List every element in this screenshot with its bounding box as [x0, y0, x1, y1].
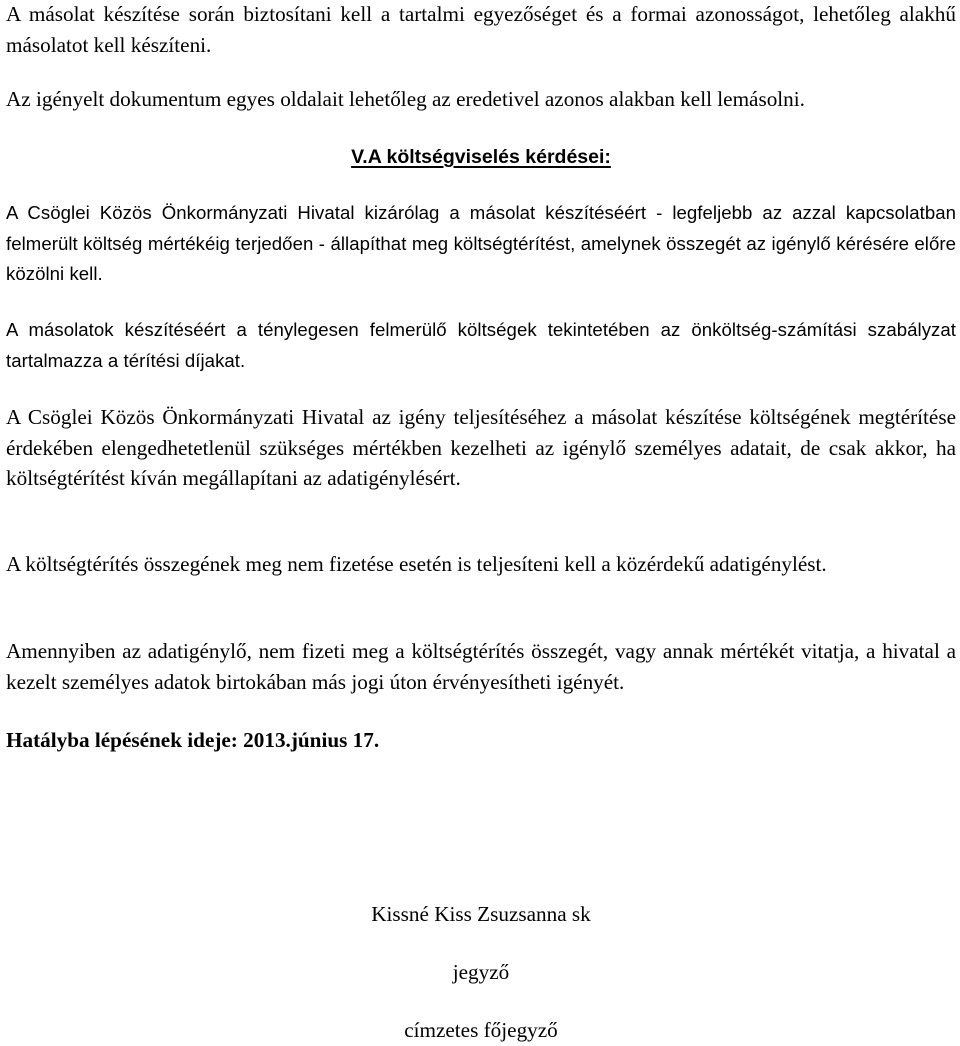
section-heading: V.A költségviselés kérdései: [351, 146, 611, 168]
copy-requirement-paragraph: A másolat készítése során biztosítani kell a tartalmi egyezőséget és a formai azonosságot, lehetőleg alakhű másolatot kell készíteni. [6, 2, 956, 57]
cost-paragraph-4: A költségtérítés összegének meg nem fizetése esetén is teljesíteni kell a közérdekű adatigénylést. [6, 552, 827, 576]
signature-role: jegyző [452, 960, 510, 984]
effective-date: Hatályba lépésének ideje: 2013.június 17. [6, 728, 380, 752]
signature-title: címzetes főjegyző [404, 1018, 558, 1042]
cost-paragraph-1: A Csöglei Közös Önkormányzati Hivatal kizárólag a másolat készítéséért - legfeljebb az azzal kapcsolatban felmerült költség mértékéig terjedően - állapíthat meg költségtérítést, amelynek összegét az igénylő kérésére előre közölni kell. [6, 202, 956, 284]
cost-paragraph-3: A Csöglei Közös Önkormányzati Hivatal az igény teljesítéséhez a másolat készítése költségének megtérítése érdekében elengedhetetlenül szükséges mértékben kezelheti az igénylő személyes adatait, de csak akkor, ha költségtérítést kíván megállapítani az adatigénylésért. [6, 405, 956, 490]
cost-paragraph-5: Amennyiben az adatigénylő, nem fizeti meg a költségtérítés összegét, vagy annak mértékét vitatja, a hivatal a kezelt személyes adatok birtokában más jogi úton érvényesítheti igényét. [6, 639, 956, 694]
same-form-paragraph: Az igényelt dokumentum egyes oldalait lehetőleg az eredetivel azonos alakban kell lemásolni. [6, 87, 805, 111]
cost-paragraph-2: A másolatok készítéséért a ténylegesen felmerülő költségek tekintetében az önköltség-számítási szabályzat tartalmazza a térítési díjakat. [6, 319, 956, 371]
signature-name: Kissné Kiss Zsuzsanna sk [371, 902, 591, 926]
